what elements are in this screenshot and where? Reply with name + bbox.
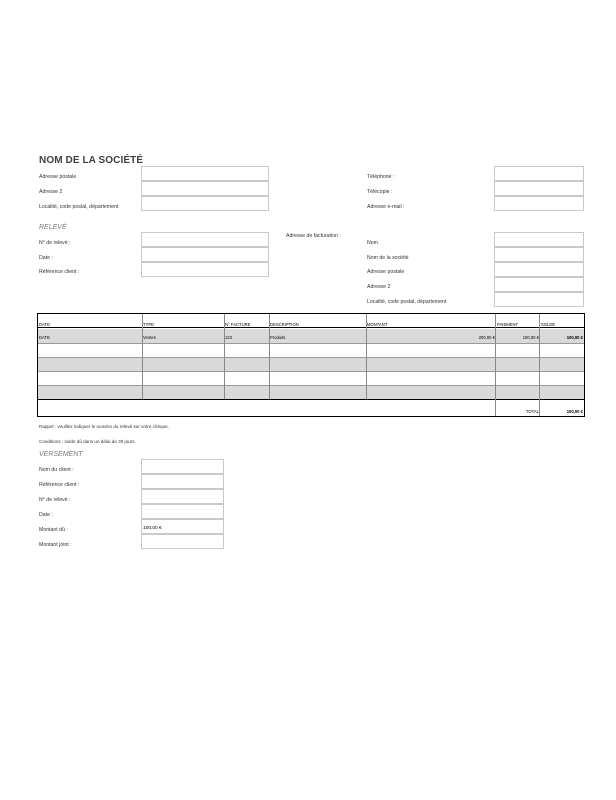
payment-date-label: Date : bbox=[39, 512, 53, 518]
company-address2-label: Adresse 2 bbox=[39, 189, 63, 195]
column-divider bbox=[539, 314, 540, 416]
billing-address-label: Adresse postale bbox=[367, 269, 405, 275]
company-city-field[interactable] bbox=[141, 196, 269, 211]
total-label: TOTAL bbox=[525, 409, 539, 414]
company-name: NOM DE LA SOCIÉTÉ bbox=[39, 155, 144, 166]
payment-client-ref-label: Référence client : bbox=[39, 482, 80, 488]
payment-amount-due-value: 100,00 € bbox=[143, 526, 162, 531]
header-description: DESCRIPTION bbox=[270, 322, 299, 327]
company-city-label: Localité, code postal, département bbox=[39, 204, 119, 210]
company-phone-field[interactable] bbox=[494, 166, 584, 181]
payment-statement-no-field[interactable] bbox=[141, 489, 224, 504]
row-divider bbox=[38, 357, 584, 358]
billing-title: Adresse de facturation : bbox=[286, 233, 341, 239]
company-phone-label: Téléphone : bbox=[367, 174, 395, 180]
conditions-note: Conditions : solde dû dans un délai de 30 jours. bbox=[39, 439, 136, 444]
row-divider bbox=[38, 343, 584, 344]
payment-section-title: VERSEMENT bbox=[39, 451, 83, 458]
payment-amount-due-label: Montant dû : bbox=[39, 527, 68, 533]
billing-name-label: Nom bbox=[367, 240, 378, 246]
table-row[interactable] bbox=[38, 357, 584, 371]
company-address-label: Adresse postale bbox=[39, 174, 77, 180]
table-total-row bbox=[38, 399, 584, 416]
column-divider bbox=[495, 314, 496, 416]
column-divider bbox=[142, 314, 143, 399]
row-divider bbox=[38, 399, 584, 400]
payment-client-ref-field[interactable] bbox=[141, 474, 224, 489]
row-payment: 100,00 € bbox=[522, 335, 539, 340]
billing-name-field[interactable] bbox=[494, 232, 584, 247]
table-row[interactable] bbox=[38, 343, 584, 357]
payment-client-name-label: Nom du client : bbox=[39, 467, 74, 473]
company-address2-field[interactable] bbox=[141, 181, 269, 196]
billing-address2-label: Adresse 2 bbox=[367, 284, 391, 290]
billing-address2-field[interactable] bbox=[494, 277, 584, 292]
payment-date-field[interactable] bbox=[141, 504, 224, 519]
company-fax-field[interactable] bbox=[494, 181, 584, 196]
reminder-note: Rappel : veuillez indiquer le numéro du relevé sur votre chèque. bbox=[39, 424, 169, 429]
row-type: Ventes bbox=[143, 335, 156, 340]
row-balance: 100,00 € bbox=[566, 335, 583, 340]
transactions-table bbox=[37, 313, 585, 417]
header-amount: MONTANT bbox=[367, 322, 388, 327]
statement-client-ref-field[interactable] bbox=[141, 262, 269, 277]
payment-amount-enclosed-label: Montant joint : bbox=[39, 542, 72, 548]
statement-number-field[interactable] bbox=[141, 232, 269, 247]
table-row[interactable] bbox=[38, 371, 584, 385]
row-description: Produits bbox=[270, 335, 286, 340]
payment-statement-no-label: N° de relevé : bbox=[39, 497, 71, 503]
header-balance: SOLDE bbox=[541, 322, 556, 327]
column-divider bbox=[366, 314, 367, 399]
row-divider bbox=[38, 385, 584, 386]
row-date: DATE bbox=[39, 335, 50, 340]
column-divider bbox=[269, 314, 270, 399]
billing-company-label: Nom de la société bbox=[367, 255, 409, 261]
billing-city-label: Localité, code postal, département bbox=[367, 299, 447, 305]
payment-amount-enclosed-field[interactable] bbox=[141, 534, 224, 549]
company-email-field[interactable] bbox=[494, 196, 584, 211]
total-value: 100,00 € bbox=[566, 409, 583, 414]
company-fax-label: Télécopie : bbox=[367, 189, 393, 195]
statement-section-title: RELEVÉ bbox=[39, 224, 67, 231]
header-type: TYPE bbox=[143, 322, 154, 327]
header-payment: PAIEMENT bbox=[497, 322, 519, 327]
company-address-field[interactable] bbox=[141, 166, 269, 181]
payment-amount-due-field[interactable] bbox=[141, 519, 224, 534]
statement-date-label: Date : bbox=[39, 255, 53, 261]
statement-client-ref-label: Référence client : bbox=[39, 269, 80, 275]
header-date: DATE bbox=[39, 322, 50, 327]
statement-date-field[interactable] bbox=[141, 247, 269, 262]
header-invoice: N° FACTURE bbox=[225, 322, 251, 327]
payment-client-name-field[interactable] bbox=[141, 459, 224, 474]
statement-number-label: N° de relevé : bbox=[39, 240, 71, 246]
table-header-row bbox=[38, 314, 584, 328]
company-email-label: Adresse e-mail : bbox=[367, 204, 405, 210]
row-amount: 200,00 € bbox=[478, 335, 495, 340]
billing-address-field[interactable] bbox=[494, 262, 584, 277]
billing-city-field[interactable] bbox=[494, 292, 584, 307]
column-divider bbox=[224, 314, 225, 399]
table-row[interactable] bbox=[38, 329, 584, 343]
row-invoice: 123 bbox=[225, 335, 232, 340]
billing-company-field[interactable] bbox=[494, 247, 584, 262]
row-divider bbox=[38, 371, 584, 372]
table-row[interactable] bbox=[38, 385, 584, 399]
